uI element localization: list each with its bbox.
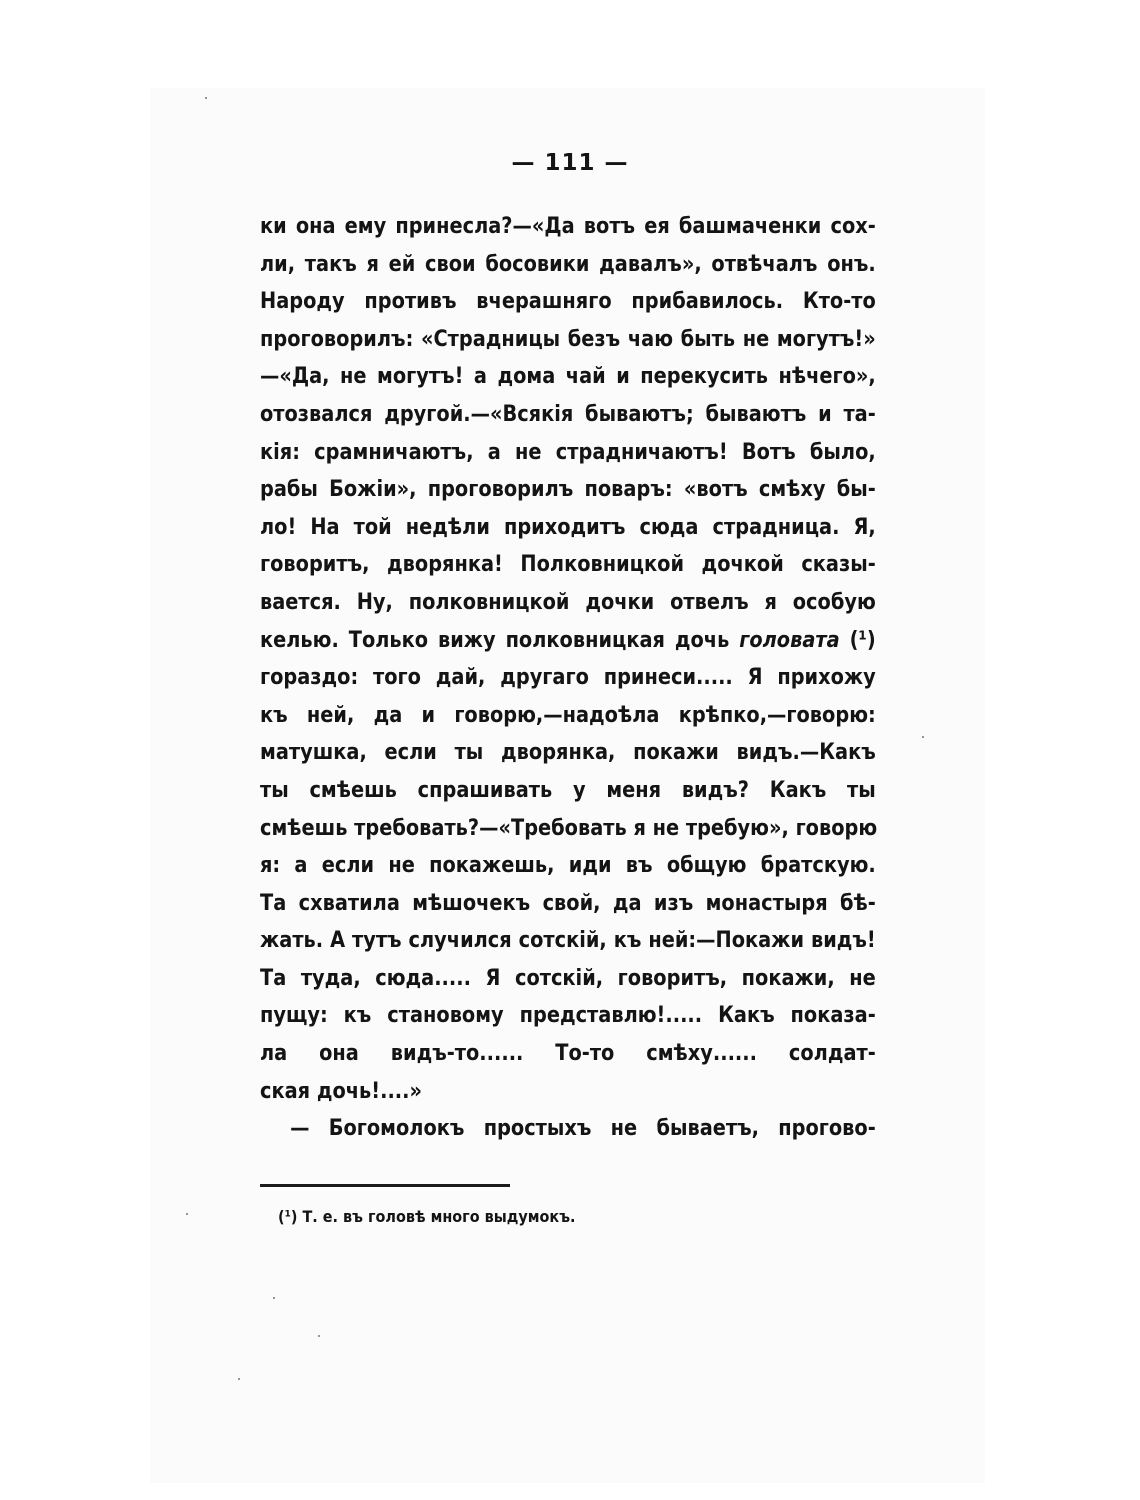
- footnote: (¹) Т. е. въ головѣ много выдумокъ.: [278, 1207, 576, 1226]
- italic-word: головата: [739, 626, 840, 653]
- text-line: говоритъ, дворянка! Полковницкой дочкой сказы-: [260, 551, 876, 578]
- text-line: къ ней, да и говорю,—надоѣла крѣпко,—говорю:: [260, 701, 876, 728]
- text-line: матушка, если ты дворянка, покажи видъ.—Какъ: [260, 739, 876, 766]
- text-line: отозвался другой.—«Всякія бываютъ; бываютъ и та-: [260, 400, 876, 427]
- text-line: смѣешь требовать?—«Требовать я не требую», говорю: [260, 814, 878, 841]
- text-line: гораздо: того дай, другаго принеси..... Я прихожу: [260, 664, 876, 691]
- footnote-ref: (¹): [849, 626, 876, 653]
- text-line: проговорилъ: «Страдницы безъ чаю быть не могутъ!»: [260, 325, 876, 352]
- scan-speck: [273, 1297, 275, 1299]
- text-line: Народу противъ вчерашняго прибавилось. Кто-то: [260, 288, 876, 315]
- text-line: я: а если не покажешь, иди въ общую братскую.: [260, 852, 876, 879]
- text-line: вается. Ну, полковницкой дочки отвелъ я особую: [260, 588, 876, 615]
- text-line: —«Да, не могутъ! а дома чай и перекусить нѣчего»,: [260, 363, 876, 390]
- text-line: ло! На той недѣли приходитъ сюда страдница. Я,: [260, 513, 876, 540]
- scan-speck: [186, 1213, 188, 1215]
- text-line: пущу: къ становому представлю!..... Какъ показа-: [260, 1002, 876, 1029]
- scan-speck: [238, 1378, 240, 1380]
- text-line: ла она видъ-то...... То-то смѣху...... солдат-: [260, 1040, 876, 1067]
- text-line: ская дочь!....»: [260, 1077, 423, 1104]
- text-line: ки она ему принесла?—«Да вотъ ея башмаченки сох-: [260, 213, 876, 239]
- text-line: жать. А тутъ случился сотскій, къ ней:—Покажи видъ!: [260, 927, 876, 954]
- text-segment: келью. Только вижу полковницкая дочь: [260, 626, 740, 653]
- text-line: кія: срамничаютъ, а не страдничаютъ! Вотъ было,: [260, 438, 876, 465]
- body-text: [260, 208, 876, 1148]
- page-number: — 111 —: [511, 150, 629, 176]
- text-line: ты смѣешь спрашивать у меня видъ? Какъ ты: [260, 776, 876, 803]
- text-line: — Богомолокъ простыхъ не бываетъ, прогово-: [290, 1115, 876, 1142]
- text-line: рабы Божіи», проговорилъ поваръ: «вотъ смѣху бы-: [260, 476, 876, 503]
- text-line: Та схватила мѣшочекъ свой, да изъ монастыря бѣ-: [260, 889, 876, 916]
- scan-speck: [922, 736, 924, 738]
- text-line: ли, такъ я ей свои босовики давалъ», отвѣчалъ онъ.: [260, 250, 876, 277]
- scan-speck: [205, 97, 207, 99]
- text-line-with-footnote-ref: [260, 622, 876, 660]
- scan-speck: [318, 1335, 320, 1337]
- text-line: Та туда, сюда..... Я сотскій, говоритъ, покажи, не: [260, 964, 876, 991]
- footnote-rule: [260, 1184, 510, 1187]
